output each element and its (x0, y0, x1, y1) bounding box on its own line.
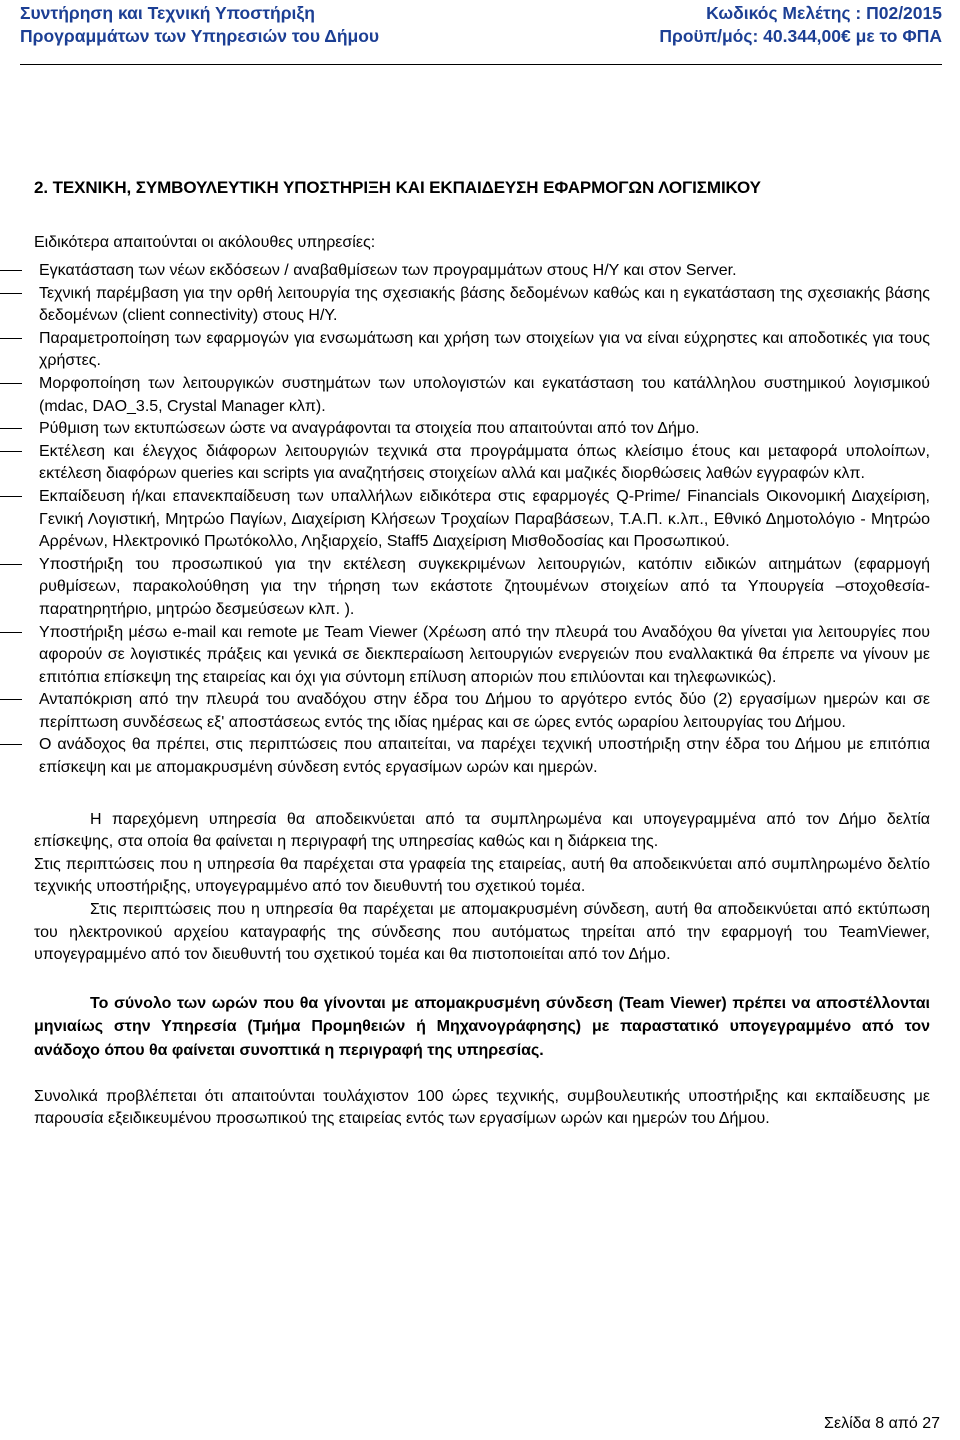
page-number: Σελίδα 8 από 27 (824, 1415, 940, 1432)
list-item: Εκτέλεση και έλεγχος διάφορων λειτουργιών τεχνικά στα προγράμματα όπως κλείσιμο έτους και μεταφορά υπολοίπων, εκτέλεση διαφόρων queries και scripts για αναζητήσεις στοιχείων αλλά και μαζικές διορθώσεις λαθών εγγραφών κλπ. (34, 441, 930, 486)
page-header (20, 2, 942, 64)
dash-bullet-icon (0, 270, 22, 271)
list-item: Ο ανάδοχος θα πρέπει, στις περιπτώσεις που απαιτείται, να παρέχει τεχνική υποστήριξη στην έδρα του Δήμου με επιτόπια επίσκεψη και με απομακρυσμένη σύνδεση εντός εργασίμων ωρών και ημερών. (34, 734, 930, 779)
header-left (20, 2, 379, 48)
list-item: Ρύθμιση των εκτυπώσεων ώστε να αναγράφονται τα στοιχεία που απαιτούνται από τον Δήμο. (34, 418, 930, 441)
dash-bullet-icon (0, 338, 22, 339)
paragraph-remote-hours: Το σύνολο των ωρών που θα γίνονται με απομακρυσμένη σύνδεση (Team Viewer) πρέπει να αποστέλλονται μηνιαίως στην Υπηρεσία (Τμήμα Προμηθειών ή Μηχανογράφησης) με παραστατικό υπογεγραμμένο από τον ανάδοχο όπου θα φαίνεται συνοπτικά η περιγραφή της υπηρεσίας. (34, 994, 930, 1059)
header-project-title: Συντήρηση και Τεχνική Υποστήριξη (20, 3, 315, 23)
dash-bullet-icon (0, 451, 22, 452)
section-title: 2. ΤΕΧΝΙΚΗ, ΣΥΜΒΟΥΛΕΥΤΙΚΗ ΥΠΟΣΤΗΡΙΞΗ ΚΑΙ ΕΚΠΑΙΔΕΥΣΗ ΕΦΑΡΜΟΓΩΝ ΛΟΓΙΣΜΙΚΟΥ (34, 178, 761, 197)
paragraph-remote-support: Στις περιπτώσεις που η υπηρεσία θα παρέχεται με απομακρυσμένη σύνδεση, αυτή θα αποδεικνύεται από εκτύπωση του ηλεκτρονικού αρχείου καταγραφής της σύνδεσης που αυτόματως τηρείται από την εφαρμογή του TeamViewer, υπογεγραμμένο από τον διευθυντή του σχετικού τομέα και θα πιστοποιείται από τον Δήμο. (34, 901, 930, 964)
list-item: Παραμετροποίηση των εφαρμογών για ενσωμάτωση και χρήση των στοιχείων για να είναι εύχρηστες και αποδοτικές για τους χρήστες. (34, 328, 930, 373)
dash-bullet-icon (0, 564, 22, 565)
dash-bullet-icon (0, 632, 22, 633)
dash-bullet-icon (0, 428, 22, 429)
header-right (659, 2, 942, 48)
header-budget: Προϋπ/μός: 40.344,00€ με το ΦΠΑ (659, 26, 942, 46)
list-item: Εκπαίδευση ή/και επανεκπαίδευση των υπαλλήλων ειδικότερα στις εφαρμογές Q-Prime/ Financials Οικονομική Διαχείριση, Γενική Λογιστική, Μητρώο Παγίων, Διαχείριση Κλήσεων Τροχαίων Παραβάσεων, Τ.Α.Π. κ.λπ., Εθνικό Δημοτολόγιο - Μητρώο Αρρένων, Ηλεκτρονικό Πρωτόκολλο, Ληξιαρχείο, Staff5 Διαχείριση Μισθοδοσίας και Προσωπικού. (34, 486, 930, 554)
paragraph-office-support: Στις περιπτώσεις που η υπηρεσία θα παρέχεται στα γραφεία της εταιρείας, αυτή θα αποδεικνύεται από συμπληρωμένο δελτίο τεχνικής υποστήριξης, υπογεγραμμένο από τον διευθυντή του σχετικού τομέα. (34, 855, 930, 896)
header-project-subtitle: Προγραμμάτων των Υπηρεσιών του Δήμου (20, 26, 380, 46)
list-item: Εγκατάσταση των νέων εκδόσεων / αναβαθμίσεων των προγραμμάτων στους Η/Υ και στον Server. (34, 260, 930, 283)
list-item: Υποστήριξη μέσω e-mail και remote με Team Viewer (Χρέωση από την πλευρά του Αναδόχου θα γίνεται για λειτουργίες που αφορούν σε λογιστικές πράξεις και γενικά σε διεκπεραίωση λειτουργιών ενεργειών που εναλλακτικά θα έπρεπε να γίνουν με επιτόπια επίσκεψη της εταιρείας και όχι για σύντομη επίλυση απoριών που επιλύονται και τηλεφωνικώς). (34, 622, 930, 690)
services-list (34, 260, 930, 780)
paragraph-total-hours: Συνολικά προβλέπεται ότι απαιτούνται τουλάχιστον 100 ώρες τεχνικής, συμβουλευτικής υποστήριξης και εκπαίδευσης με παρουσία εξειδικευμένου προσωπικού της εταιρείας εντός των εργασίμων ωρών και ημερών του Δήμου. (34, 1087, 930, 1128)
dash-bullet-icon (0, 699, 22, 700)
header-divider (20, 64, 942, 65)
section-intro: Ειδικότερα απαιτούνται οι ακόλουθες υπηρεσίες: (34, 234, 376, 251)
dash-bullet-icon (0, 293, 22, 294)
list-item: Ανταπόκριση από την πλευρά του αναδόχου στην έδρα του Δήμου το αργότερο εντός δύο (2) εργασίμων ημερών και σε περίπτωση συνδέσεως εξ' αποστάσεως εντός της ιδίας ημέρας και σε ώρες εντός ωραρίου λειτουργίας του Δήμου. (34, 689, 930, 734)
dash-bullet-icon (0, 383, 22, 384)
document-body (34, 176, 930, 1131)
dash-bullet-icon (0, 744, 22, 745)
paragraph-evidence: Η παρεχόμενη υπηρεσία θα αποδεικνύεται από τα συμπληρωμένα και υπογεγραμμένα από τον Δήμο δελτία επίσκεψης, στα οποία θα φαίνεται η περιγραφή της υπηρεσίας καθώς και η διάρκεια της. (34, 810, 930, 851)
header-study-code: Κωδικός Μελέτης : Π02/2015 (706, 3, 942, 23)
dash-bullet-icon (0, 496, 22, 497)
list-item: Υποστήριξη του προσωπικού για την εκτέλεση συγκεκριμένων λειτουργιών, κατόπιν ειδικών αιτημάτων (εφαρμογή ρυθμίσεων, παρακολούθηση για την τήρηση των εκάστοτε ζητουμένων στοιχείων από τα Υπουργεία –στοχοθεσία- παρατηρητήριο, μητρώο δεσμεύσεων κλπ. ). (34, 554, 930, 622)
list-item: Τεχνική παρέμβαση για την ορθή λειτουργία της σχεσιακής βάσης δεδομένων καθώς και η εγκατάσταση της σχεσιακής βάσης δεδομένων (client connectivity) στους Η/Υ. (34, 283, 930, 328)
list-item: Μορφοποίηση των λειτουργικών συστημάτων των υπολογιστών και εγκατάσταση του κατάλληλου συστημικού λογισμικού (mdac, DAO_3.5, Crystal Manager κλπ). (34, 373, 930, 418)
